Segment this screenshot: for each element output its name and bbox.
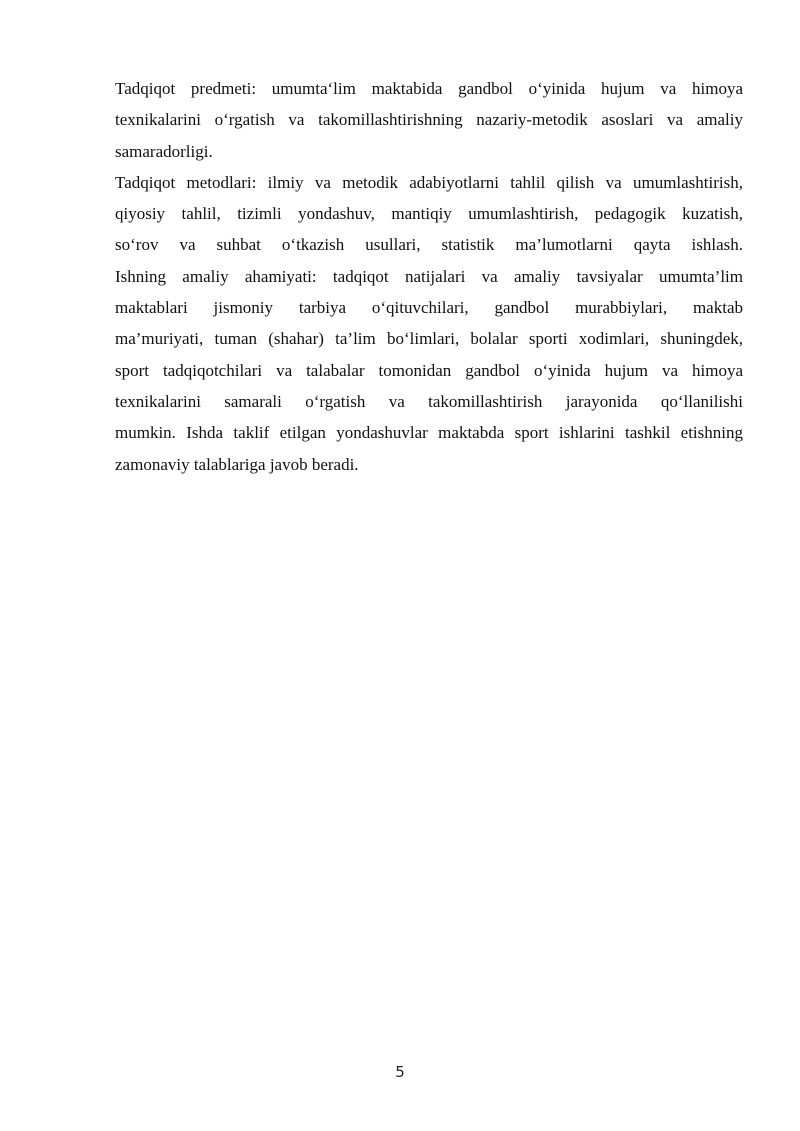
text-line: sport tadqiqotchilari va talabalar tomonidan gandbol o‘yinida hujum va himoya	[115, 360, 743, 380]
text-line: texnikalarini o‘rgatish va takomillashtirishning nazariy-metodik asoslari va amaliy	[115, 110, 743, 130]
text-line: texnikalarini samarali o‘rgatish va takomillashtirish jarayonida qo‘llanilishi	[115, 391, 743, 411]
text-line: Tadqiqot predmeti: umumta‘lim maktabida gandbol o‘yinida hujum va himoya	[115, 79, 743, 98]
text-line: samaradorligi.	[115, 141, 213, 161]
text-line: Ishning amaliy ahamiyati: tadqiqot natijalari va amaliy tavsiyalar umumta’lim	[115, 266, 743, 286]
text-line: mumkin. Ishda taklif etilgan yondashuvlar maktabda sport ishlarini tashkil etishning	[115, 423, 743, 443]
text-line: qiyosiy tahlil, tizimli yondashuv, mantiqiy umumlashtirish, pedagogik kuzatish,	[115, 204, 743, 224]
text-line: so‘rov va suhbat o‘tkazish usullari, statistik ma’lumotlarni qayta ishlash.	[115, 235, 743, 255]
text-line: zamonaviy talablariga javob beradi.	[115, 454, 359, 474]
text-line: Tadqiqot metodlari: ilmiy va metodik adabiyotlarni tahlil qilish va umumlashtirish,	[115, 172, 743, 192]
paragraph-research-subject	[115, 73, 743, 167]
text-line: ma’muriyati, tuman (shahar) ta’lim bo‘limlari, bolalar sporti xodimlari, shuningdek,	[115, 329, 743, 349]
paragraph-research-methods	[115, 167, 743, 480]
body-text	[115, 73, 743, 480]
text-line: maktablari jismoniy tarbiya o‘qituvchilari, gandbol murabbiylari, maktab	[115, 298, 743, 318]
page-number: 5	[395, 1063, 405, 1081]
